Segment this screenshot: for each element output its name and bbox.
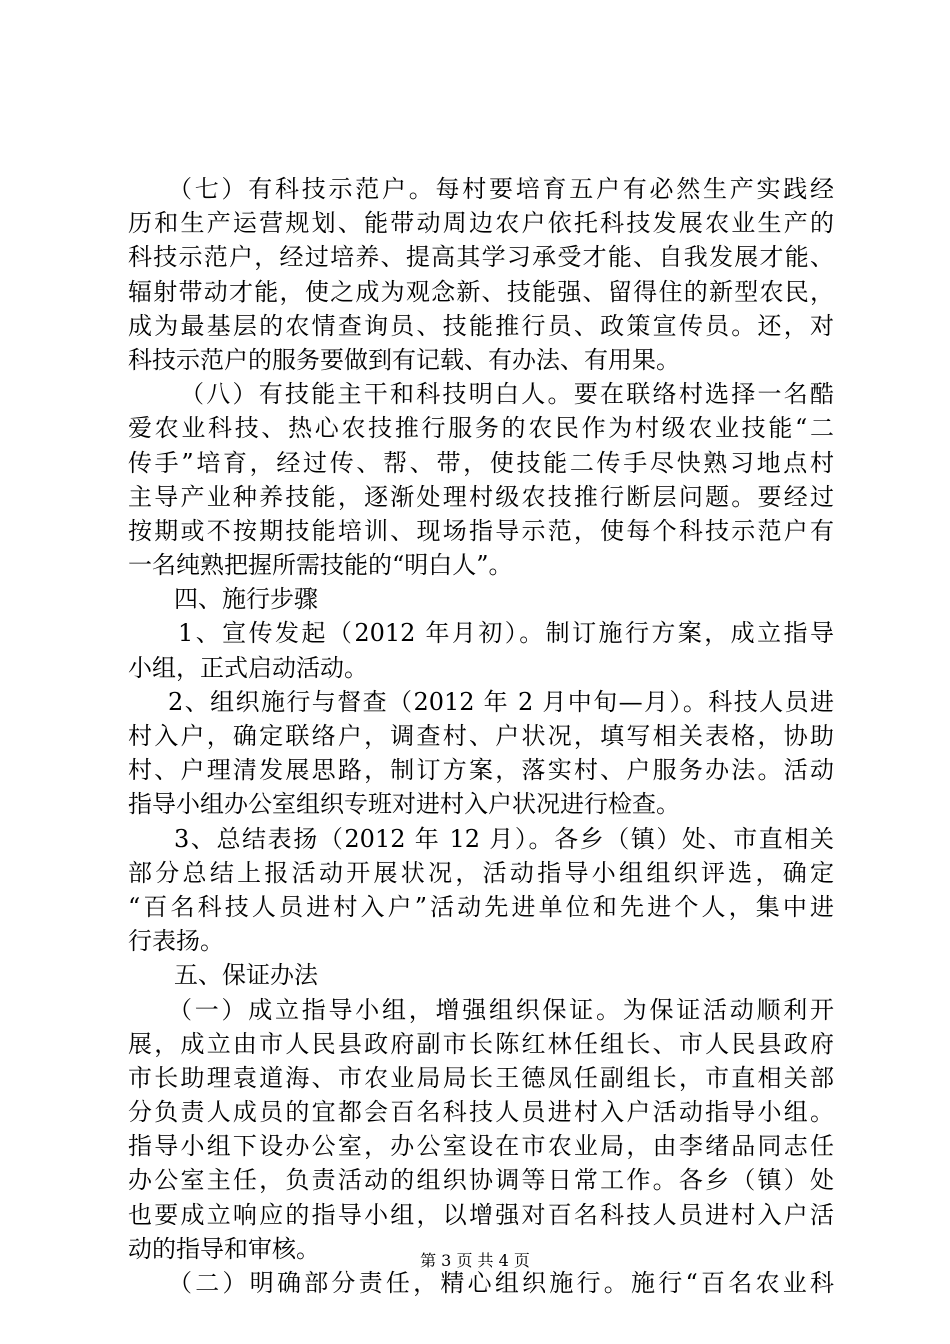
text-line: 科技示范户的服务要做到有记载、有办法、有用果。	[128, 345, 680, 374]
text-line: 指导小组下设办公室，办公室设在市农业局，由李绪品同志任	[128, 1132, 834, 1161]
text-line: 爱农业科技、热心农技推行服务的农民作为村级农业技能“二	[128, 414, 834, 443]
text-line: （一）成立指导小组，增强组织保证。为保证活动顺利开	[168, 995, 834, 1024]
text-line: “百名科技人员进村入户”活动先进单位和先进个人，集中进	[128, 892, 834, 921]
text-line: 村、户理清发展思路，制订方案，落实村、户服务办法。活动	[128, 756, 834, 785]
text-line: （八）有技能主干和科技明白人。要在联络村选择一名酷	[180, 380, 834, 409]
text-line: 展，成立由市人民县政府副市长陈红林任组长、市人民县政府	[128, 1029, 834, 1058]
text-line: （二）明确部分责任，精心组织施行。施行“百名农业科	[168, 1269, 834, 1297]
text-line: 成为最基层的农情查询员、技能推行员、政策宣传员。还，对	[128, 311, 834, 340]
text-line: 3、总结表扬（2012 年 12 月）。各乡（镇）处、市直相关	[174, 824, 834, 853]
text-line: 五、保证办法	[174, 961, 318, 990]
text-line: 也要成立响应的指导小组，以增强对百名科技人员进村入户活	[128, 1200, 834, 1229]
text-line: 动的指导和审核。	[128, 1234, 320, 1263]
page-footer: 第 3 页 共 4 页	[420, 1251, 530, 1270]
text-line: 历和生产运营规划、能带动周边农户依托科技发展农业生产的	[128, 209, 834, 238]
text-line: （七）有科技示范户。每村要培育五户有必然生产实践经	[168, 175, 834, 203]
text-line: 小组，正式启动活动。	[128, 653, 368, 682]
text-line: 四、施行步骤	[174, 585, 318, 614]
text-line: 一名纯熟把握所需技能的“明白人”。	[128, 551, 513, 580]
text-line: 分负责人成员的宜都会百名科技人员进村入户活动指导小组。	[128, 1098, 834, 1127]
text-line: 科技示范户，经过培养、提高其学习承受才能、自我发展才能、	[128, 243, 834, 272]
text-line: 2、组织施行与督查（2012 年 2 月中旬—月）。科技人员进	[168, 687, 834, 716]
text-line: 部分总结上报活动开展状况，活动指导小组组织评选，确定	[128, 858, 834, 887]
text-line: 办公室主任，负责活动的组织协调等日常工作。各乡（镇）处	[128, 1166, 834, 1195]
text-line: 市长助理袁道海、市农业局局长王德凤任副组长，市直相关部	[128, 1063, 834, 1092]
document-body	[128, 172, 834, 1300]
text-line: 村入户，确定联络户，调查村、户状况，填写相关表格，协助	[128, 722, 834, 750]
text-line: 按期或不按期技能培训、现场指导示范，使每个科技示范户有	[128, 516, 834, 545]
text-line: 指导小组办公室组织专班对进村入户状况进行检查。	[128, 790, 680, 819]
text-line: 主导产业种养技能，逐渐处理村级农技推行断层问题。要经过	[128, 482, 834, 511]
text-line: 辐射带动才能，使之成为观念新、技能强、留得住的新型农民，	[128, 277, 834, 306]
text-line: 传手”培育，经过传、帮、带，使技能二传手尽快熟习地点村	[128, 448, 834, 477]
text-line: 1、宣传发起（2012 年月初）。制订施行方案，成立指导	[178, 619, 834, 648]
text-line: 行表扬。	[128, 927, 224, 956]
